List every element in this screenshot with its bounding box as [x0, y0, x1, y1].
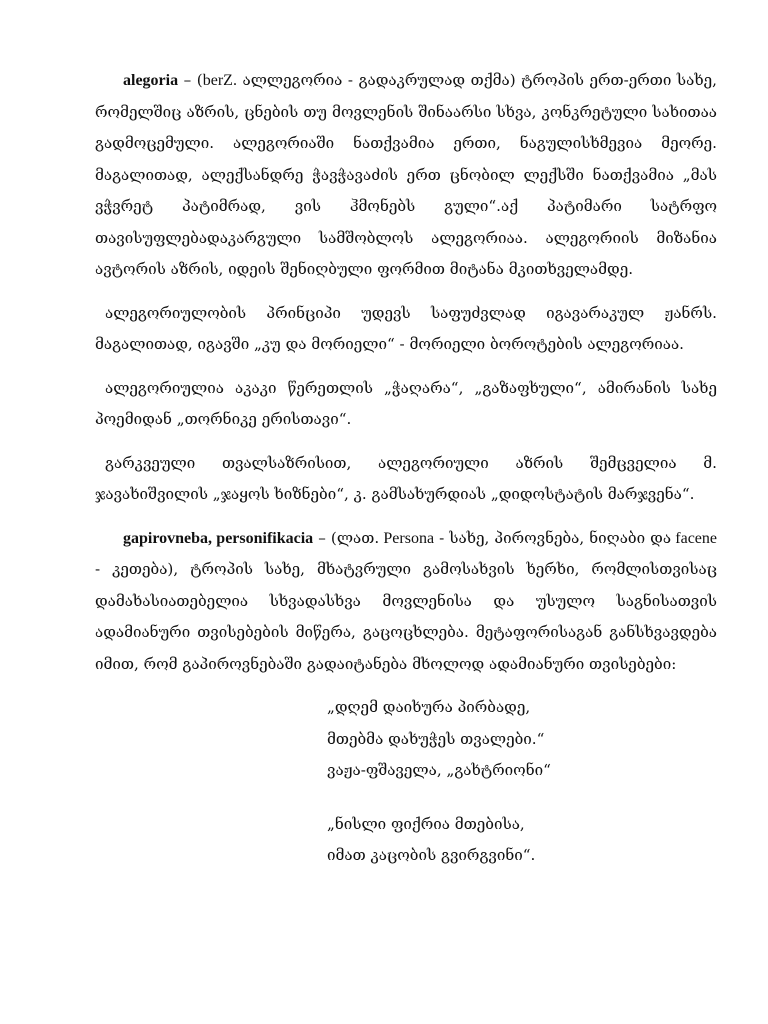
lang-abbrev: berZ. [202, 72, 237, 89]
poem-attribution: ვაჟა-ფშაველა, „გახტრიონი“ [327, 761, 551, 779]
paragraph-allegory-principle: ალეგორიულობის პრინციპი უდევს საფუძვლად იგავარაკულ ჟანრს. მაგალითად, იგავში „კუ და მორიელი“ - მორიელი ბოროტების ალეგორიაა. [95, 303, 717, 353]
poem-line: მთებმა დახუჭეს თვალები.“ [327, 729, 545, 748]
document-page [95, 65, 717, 872]
term-dash: – ( [178, 71, 203, 89]
term-alegoria: alegoria [123, 72, 179, 89]
lang-abbrev: ლათ. [336, 528, 380, 547]
poem-line: „ნისლი ფიქრია მთებისა, [327, 814, 525, 833]
poem-quote-1 [327, 692, 717, 787]
poem-quote-2 [327, 809, 717, 872]
term-dash: – ( [313, 528, 337, 547]
latin-word: facene [671, 529, 717, 547]
poem-line: იმათ კაცობის გვირგვინი“. [327, 846, 536, 864]
poem-line: „დღემ დაიხურა პირბადე, [327, 698, 531, 716]
poem-spacer [95, 787, 717, 809]
paragraph-personification [95, 523, 717, 681]
paragraph-text: - კეთება), ტროპის სახე, მხატვრული გამოსახვის ხერხი, რომლისთვისაც დამახასიათებელია სხვადასხვა მოვლენისა და უსულო საგნისათვის ადამიანური თვისებების მიწერა, გაცოცხლება. მეტაფორისაგან განსხვავდება იმით, რომ გაპიროვნებაში გადაიტანება მხოლოდ ადამიანური თვისებები: [95, 560, 717, 673]
term-personification: gapirovneba, personifikacia [123, 529, 314, 547]
paragraph-akaki-examples: ალეგორიულია აკაკი წერეთლის „ჭაღარა“, „გაზაფხული“, ამირანის სახე პოემიდან „თორნიკე ერისთავი“. [95, 378, 717, 428]
paragraph-text: ალლეგორია - გადაკრულად თქმა) ტროპის ერთ-ერთი სახე, რომელშიც აზრის, ცნების თუ მოვლენის შინაარსი სხვა, კონკრეტული სახითაა გადმოცემული. ალეგორიაში ნათქვამია ერთი, ნაგულისხმევია მეორე. მაგალითად, ალექსანდრე ჭავჭავაძის ერთ ცნობილ ლექსში ნათქვამია „მას ვჭვრეტ პატიმრად, ვის ჰმონებს გული“.აქ პატიმარი სატრფო თავისუფლებადაკარგული სამშობლოს ალეგორიაა. ალეგორიის მიზანია ავტორის აზრის, იდეის შენიღბული ფორმით მიტანა მკითხველამდე. [95, 71, 717, 278]
latin-word: Persona [379, 529, 435, 547]
paragraph-alegoria [95, 65, 717, 286]
paragraph-text: - სახე, პიროვნება, ნიღაბი და [434, 528, 672, 547]
paragraph-other-examples: გარკვეული თვალსაზრისით, ალეგორიული აზრის შემცველია მ. ჯავახიშვილის „ჯაყოს ხიზნები“, კ. გამსახურდიას „დიდოსტატის მარჯვენა“. [95, 453, 717, 503]
